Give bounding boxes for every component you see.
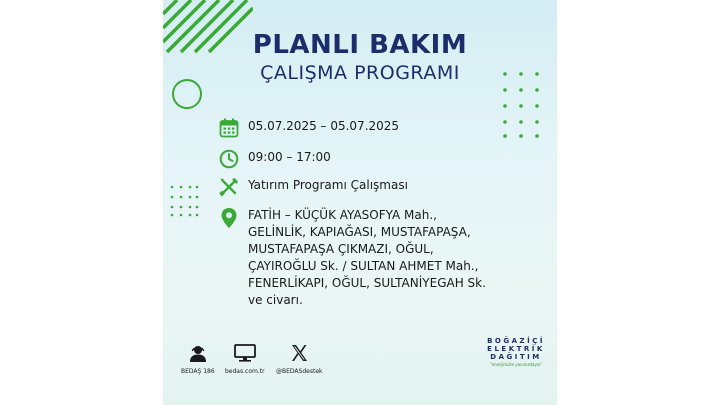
logo-line-3: DAĞITIM [490,353,542,361]
phone-label: BEDAŞ 186 [181,368,215,375]
social-label: @BEDASdestek [276,368,323,375]
time-row [219,149,331,169]
calendar-icon [219,118,239,138]
clock-icon [219,149,239,169]
address-row [219,207,486,309]
footer-website[interactable] [225,344,265,375]
work-type-row [219,177,408,197]
dot-grid-left [169,184,199,218]
time-range-text: 09:00 – 17:00 [248,150,331,164]
company-logo [481,337,551,367]
map-pin-icon [219,207,239,229]
monitor-icon [233,344,257,362]
logo-line-1: BOĞAZİÇİ [487,337,545,345]
x-logo-icon [288,344,310,362]
date-range-text: 05.07.2025 – 05.07.2025 [248,119,400,133]
page-subtitle: ÇALIŞMA PROGRAMI [260,62,460,84]
footer-social[interactable] [276,344,322,375]
logo-line-2: ELEKTRİK [487,345,545,353]
headset-icon [187,344,209,362]
footer-phone[interactable] [181,344,215,375]
website-label: bedas.com.tr [225,368,265,375]
work-type-text: Yatırım Programı Çalışması [248,178,408,192]
announcement-card [163,0,557,405]
address-text: FATİH – KÜÇÜK AYASOFYA Mah., GELİNLİK, KAPIAĞASI, MUSTAFAPAŞA, MUSTAFAPAŞA ÇIKMAZI, OĞUL, ÇAYIROĞLU Sk. / SULTAN AHMET Mah., FENERLİKAPI, OĞUL, SULTANİYEGAH Sk. ve civarı. [248,208,486,307]
logo-slogan: "enerjimizle yanınızdayız" [490,362,542,367]
page-title: PLANLI BAKIM [252,30,468,60]
tools-icon [219,177,239,197]
date-row [219,118,399,138]
